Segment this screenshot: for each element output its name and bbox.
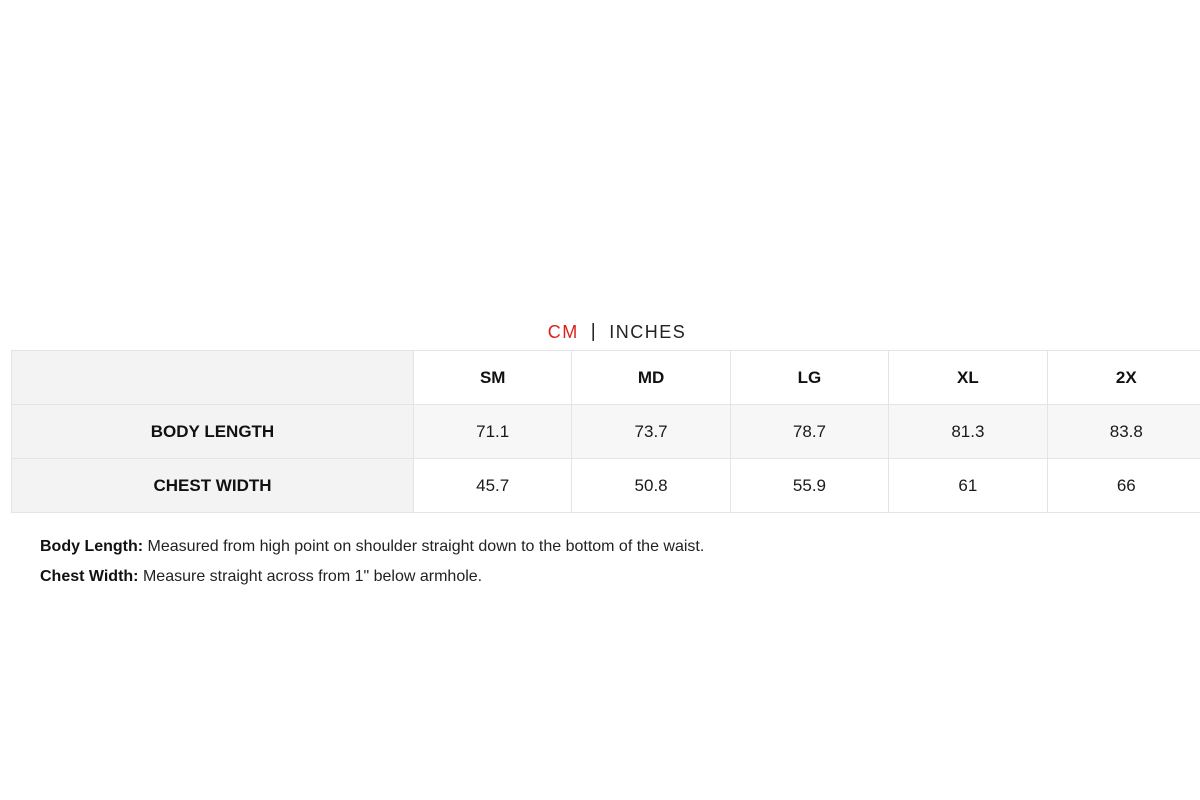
note-text: Measured from high point on shoulder straight down to the bottom of the waist.	[147, 538, 705, 555]
size-header-md: MD	[572, 351, 730, 405]
table-header-row	[12, 351, 1200, 405]
table-cell: 61	[889, 459, 1047, 513]
note-term: Body Length:	[40, 538, 144, 555]
note-term: Chest Width:	[40, 568, 139, 585]
table-row	[12, 405, 1200, 459]
size-header-sm: SM	[414, 351, 572, 405]
size-chart-table	[11, 350, 1200, 513]
table-cell: 78.7	[730, 405, 888, 459]
unit-option-cm[interactable]: CM	[547, 322, 579, 343]
table-corner-cell	[12, 351, 414, 405]
unit-option-inches[interactable]: INCHES	[609, 322, 687, 343]
table-row	[12, 459, 1200, 513]
unit-separator: |	[590, 321, 598, 343]
note-chest-width	[40, 567, 1140, 587]
measurement-notes	[40, 537, 1140, 597]
table-cell: 83.8	[1047, 405, 1200, 459]
table-cell: 55.9	[730, 459, 888, 513]
table-cell: 45.7	[414, 459, 572, 513]
size-header-2x: 2X	[1047, 351, 1200, 405]
table-cell: 71.1	[414, 405, 572, 459]
table-cell: 73.7	[572, 405, 730, 459]
note-body-length	[40, 537, 1140, 557]
size-header-lg: LG	[730, 351, 888, 405]
unit-toggle	[0, 318, 1200, 345]
row-label-chest-width: CHEST WIDTH	[12, 459, 414, 513]
note-text: Measure straight across from 1" below armhole.	[142, 568, 483, 585]
size-header-xl: XL	[889, 351, 1047, 405]
row-label-body-length: BODY LENGTH	[12, 405, 414, 459]
table-cell: 66	[1047, 459, 1200, 513]
table-cell: 81.3	[889, 405, 1047, 459]
table-cell: 50.8	[572, 459, 730, 513]
